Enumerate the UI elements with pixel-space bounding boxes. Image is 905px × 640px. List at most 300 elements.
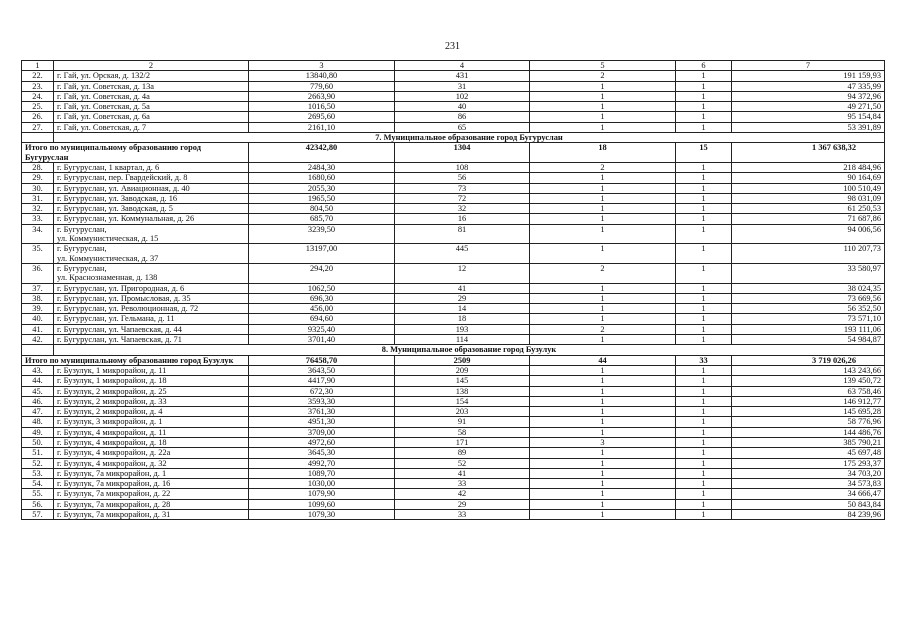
row-cost: 84 239,96: [732, 510, 885, 520]
table-row: [22, 376, 885, 386]
row-number: 30.: [22, 183, 54, 193]
row-address: г. Бугуруслан, ул. Революционная, д. 72: [54, 304, 249, 314]
row-area: 3593,30: [249, 396, 395, 406]
row-number: 55.: [22, 489, 54, 499]
table-row: [22, 458, 885, 468]
row-number: 24.: [22, 91, 54, 101]
table-row: [22, 263, 885, 283]
row-area: 13197,00: [249, 244, 395, 264]
row-col-5: 1: [530, 293, 676, 303]
row-col-6: 1: [676, 365, 732, 375]
row-col-5: 2: [530, 263, 676, 283]
row-area: 2161,10: [249, 122, 395, 132]
total-col-5: 44: [530, 355, 676, 365]
row-cost: 49 271,50: [732, 102, 885, 112]
row-number: 47.: [22, 407, 54, 417]
row-cost: 175 293,37: [732, 458, 885, 468]
table-row: [22, 71, 885, 81]
row-address: г. Бугуруслан, ул. Чапаевская, д. 71: [54, 335, 249, 345]
row-residents: 12: [395, 263, 530, 283]
row-address-line-1: г. Бугуруслан,: [57, 244, 107, 254]
row-area: 3701,40: [249, 335, 395, 345]
row-area: 3239,50: [249, 224, 395, 244]
row-residents: 31: [395, 81, 530, 91]
row-col-5: 1: [530, 314, 676, 324]
row-cost: 98 031,09: [732, 193, 885, 203]
row-area: 1089,70: [249, 468, 395, 478]
row-col-5: 1: [530, 283, 676, 293]
row-area: 696,30: [249, 293, 395, 303]
row-col-6: 1: [676, 81, 732, 91]
row-area: 672,30: [249, 386, 395, 396]
row-address: г. Бузулук, 4 микрорайон, д. 18: [54, 437, 249, 447]
table-row: [22, 173, 885, 183]
row-number: 32.: [22, 204, 54, 214]
row-col-5: 1: [530, 173, 676, 183]
row-residents: 154: [395, 396, 530, 406]
row-number: 34.: [22, 224, 54, 244]
row-residents: 73: [395, 183, 530, 193]
row-residents: 41: [395, 283, 530, 293]
table-row: [22, 304, 885, 314]
row-number: 23.: [22, 81, 54, 91]
row-number: 40.: [22, 314, 54, 324]
row-address: г. Бузулук, 7а микрорайон, д. 28: [54, 499, 249, 509]
row-area: 4417,90: [249, 376, 395, 386]
row-residents: 32: [395, 204, 530, 214]
row-cost: 34 703,20: [732, 468, 885, 478]
row-cost: 63 758,46: [732, 386, 885, 396]
row-address: г. Бугуруслан, ул. Заводская, д. 16: [54, 193, 249, 203]
row-col-6: 1: [676, 283, 732, 293]
row-address-line-2: ул. Коммунистическая, д. 15: [57, 234, 159, 244]
row-col-6: 1: [676, 304, 732, 314]
row-cost: 144 486,76: [732, 427, 885, 437]
row-col-6: 1: [676, 293, 732, 303]
row-area: 1062,50: [249, 283, 395, 293]
row-residents: 65: [395, 122, 530, 132]
register-table-body: [22, 61, 885, 520]
row-cost: 73 669,56: [732, 293, 885, 303]
row-col-6: 1: [676, 427, 732, 437]
row-area: 2695,60: [249, 112, 395, 122]
row-cost: 45 697,48: [732, 448, 885, 458]
row-cost: 94 372,96: [732, 91, 885, 101]
row-residents: 445: [395, 244, 530, 264]
row-address: г. Бузулук, 1 микрорайон, д. 11: [54, 365, 249, 375]
row-area: 456,00: [249, 304, 395, 314]
section-title: 7. Муниципальное образование город Бугуруслан: [54, 133, 885, 143]
row-address: [54, 244, 249, 264]
row-col-5: 1: [530, 244, 676, 264]
row-number: 56.: [22, 499, 54, 509]
row-area: 1079,30: [249, 510, 395, 520]
table-row: [22, 437, 885, 447]
table-row: [22, 417, 885, 427]
row-residents: 193: [395, 324, 530, 334]
row-address-line-2: ул. Коммунистическая, д. 37: [57, 253, 159, 263]
table-row: [22, 510, 885, 520]
row-cost: 47 335,99: [732, 81, 885, 91]
row-address: г. Бузулук, 7а микрорайон, д. 31: [54, 510, 249, 520]
row-residents: 33: [395, 479, 530, 489]
row-col-6: 1: [676, 437, 732, 447]
row-col-6: 1: [676, 183, 732, 193]
row-cost: 61 250,53: [732, 204, 885, 214]
total-cost: 3 719 026,26: [732, 355, 885, 365]
row-number: 43.: [22, 365, 54, 375]
row-residents: 209: [395, 365, 530, 375]
row-area: 2663,90: [249, 91, 395, 101]
row-residents: 14: [395, 304, 530, 314]
row-address: г. Бузулук, 4 микрорайон, д. 22а: [54, 448, 249, 458]
row-cost: 71 687,86: [732, 214, 885, 224]
column-number-3: 3: [249, 61, 395, 71]
row-col-6: 1: [676, 314, 732, 324]
row-address: г. Бузулук, 2 микрорайон, д. 4: [54, 407, 249, 417]
row-cost: 58 776,96: [732, 417, 885, 427]
total-residents: 2509: [395, 355, 530, 365]
row-area: 1030,00: [249, 479, 395, 489]
row-col-5: 1: [530, 224, 676, 244]
row-address: г. Бузулук, 3 микрорайон, д. 1: [54, 417, 249, 427]
section-spacer: [22, 345, 54, 355]
row-col-6: 1: [676, 376, 732, 386]
row-area: 1099,60: [249, 499, 395, 509]
row-col-5: 1: [530, 365, 676, 375]
row-col-6: 1: [676, 335, 732, 345]
section-header-row: [22, 345, 885, 355]
total-col-6: 33: [676, 355, 732, 365]
column-number-header-row: [22, 61, 885, 71]
row-number: 42.: [22, 335, 54, 345]
row-residents: 33: [395, 510, 530, 520]
row-col-6: 1: [676, 112, 732, 122]
row-number: 57.: [22, 510, 54, 520]
row-number: 53.: [22, 468, 54, 478]
row-residents: 203: [395, 407, 530, 417]
row-col-5: 1: [530, 122, 676, 132]
table-row: [22, 224, 885, 244]
row-col-5: 1: [530, 183, 676, 193]
row-residents: 18: [395, 314, 530, 324]
row-number: 46.: [22, 396, 54, 406]
row-number: 29.: [22, 173, 54, 183]
row-cost: 100 510,49: [732, 183, 885, 193]
row-area: 694,60: [249, 314, 395, 324]
row-address: г. Гай, ул. Советская, д. 13а: [54, 81, 249, 91]
row-col-6: 1: [676, 458, 732, 468]
row-col-6: 1: [676, 324, 732, 334]
row-area: 685,70: [249, 214, 395, 224]
row-number: 38.: [22, 293, 54, 303]
row-area: 3645,30: [249, 448, 395, 458]
table-row: [22, 479, 885, 489]
row-residents: 145: [395, 376, 530, 386]
row-cost: 73 571,10: [732, 314, 885, 324]
row-number: 49.: [22, 427, 54, 437]
row-area: 294,20: [249, 263, 395, 283]
section-header-row: [22, 133, 885, 143]
row-cost: 34 666,47: [732, 489, 885, 499]
row-address: г. Бугуруслан, ул. Чапаевская, д. 44: [54, 324, 249, 334]
row-number: 37.: [22, 283, 54, 293]
total-col-5: 18: [530, 143, 676, 163]
row-col-6: 1: [676, 91, 732, 101]
row-address: г. Бугуруслан, 1 квартал, д. 6: [54, 162, 249, 172]
row-number: 25.: [22, 102, 54, 112]
row-number: 26.: [22, 112, 54, 122]
table-row: [22, 91, 885, 101]
row-col-5: 1: [530, 510, 676, 520]
row-address: г. Бузулук, 4 микрорайон, д. 32: [54, 458, 249, 468]
row-col-5: 1: [530, 468, 676, 478]
row-address: г. Бугуруслан, ул. Промысловая, д. 35: [54, 293, 249, 303]
row-address: г. Бугуруслан, ул. Заводская, д. 5: [54, 204, 249, 214]
row-residents: 56: [395, 173, 530, 183]
row-col-5: 1: [530, 396, 676, 406]
column-number-6: 6: [676, 61, 732, 71]
section-spacer: [22, 133, 54, 143]
page-number: 231: [445, 41, 460, 52]
row-cost: 54 984,87: [732, 335, 885, 345]
table-row: [22, 448, 885, 458]
table-row: [22, 324, 885, 334]
row-number: 52.: [22, 458, 54, 468]
row-cost: 110 207,73: [732, 244, 885, 264]
row-cost: 191 159,93: [732, 71, 885, 81]
row-col-6: 1: [676, 193, 732, 203]
row-address: г. Гай, ул. Советская, д. 5а: [54, 102, 249, 112]
table-row: [22, 407, 885, 417]
row-area: 804,50: [249, 204, 395, 214]
row-cost: 53 391,89: [732, 122, 885, 132]
row-col-5: 1: [530, 81, 676, 91]
row-cost: 33 580,97: [732, 263, 885, 283]
total-row: [22, 355, 885, 365]
row-address: г. Бузулук, 1 микрорайон, д. 18: [54, 376, 249, 386]
row-col-6: 1: [676, 224, 732, 244]
row-number: 41.: [22, 324, 54, 334]
row-address: г. Бузулук, 7а микрорайон, д. 16: [54, 479, 249, 489]
row-col-5: 1: [530, 193, 676, 203]
row-address: г. Гай, ул. Советская, д. 4а: [54, 91, 249, 101]
row-cost: 145 695,28: [732, 407, 885, 417]
row-number: 36.: [22, 263, 54, 283]
row-col-6: 1: [676, 71, 732, 81]
table-row: [22, 183, 885, 193]
row-residents: 114: [395, 335, 530, 345]
row-col-6: 1: [676, 162, 732, 172]
row-col-6: 1: [676, 510, 732, 520]
row-cost: 385 790,21: [732, 437, 885, 447]
row-col-6: 1: [676, 204, 732, 214]
table-row: [22, 396, 885, 406]
row-residents: 29: [395, 293, 530, 303]
row-residents: 16: [395, 214, 530, 224]
row-cost: 139 450,72: [732, 376, 885, 386]
row-number: 28.: [22, 162, 54, 172]
row-address: г. Бузулук, 7а микрорайон, д. 22: [54, 489, 249, 499]
row-col-5: 1: [530, 489, 676, 499]
row-area: 3709,00: [249, 427, 395, 437]
row-residents: 42: [395, 489, 530, 499]
table-row: [22, 244, 885, 264]
row-col-5: 1: [530, 479, 676, 489]
table-row: [22, 468, 885, 478]
row-number: 35.: [22, 244, 54, 264]
row-col-6: 1: [676, 499, 732, 509]
row-col-5: 1: [530, 386, 676, 396]
row-col-6: 1: [676, 244, 732, 264]
row-area: 1680,60: [249, 173, 395, 183]
row-col-5: 1: [530, 335, 676, 345]
row-address-line-2: ул. Краснознаменная, д. 138: [57, 273, 158, 283]
total-area: 42342,80: [249, 143, 395, 163]
row-col-5: 1: [530, 427, 676, 437]
row-residents: 91: [395, 417, 530, 427]
row-col-6: 1: [676, 468, 732, 478]
table-row: [22, 314, 885, 324]
row-number: 50.: [22, 437, 54, 447]
row-address: г. Бугуруслан, ул. Коммунальная, д. 26: [54, 214, 249, 224]
table-row: [22, 102, 885, 112]
table-row: [22, 427, 885, 437]
row-col-6: 1: [676, 396, 732, 406]
row-residents: 81: [395, 224, 530, 244]
row-address: [54, 263, 249, 283]
column-number-7: 7: [732, 61, 885, 71]
row-cost: 193 111,06: [732, 324, 885, 334]
row-residents: 138: [395, 386, 530, 396]
total-row: [22, 143, 885, 163]
row-area: 2055,30: [249, 183, 395, 193]
row-col-6: 1: [676, 102, 732, 112]
row-area: 9325,40: [249, 324, 395, 334]
row-number: 45.: [22, 386, 54, 396]
row-col-5: 1: [530, 91, 676, 101]
table-row: [22, 214, 885, 224]
row-address: г. Бузулук, 7а микрорайон, д. 1: [54, 468, 249, 478]
row-cost: 50 843,84: [732, 499, 885, 509]
row-col-5: 1: [530, 407, 676, 417]
row-address: г. Бугуруслан, ул. Гельмана, д. 11: [54, 314, 249, 324]
row-residents: 41: [395, 468, 530, 478]
row-number: 27.: [22, 122, 54, 132]
row-area: 3761,30: [249, 407, 395, 417]
row-address-line-1: г. Бугуруслан,: [57, 224, 107, 234]
table-row: [22, 81, 885, 91]
row-col-5: 1: [530, 102, 676, 112]
row-address-line-1: г. Бугуруслан,: [57, 263, 107, 273]
row-col-6: 1: [676, 173, 732, 183]
row-address: г. Гай, ул. Орская, д. 132/2: [54, 71, 249, 81]
row-col-5: 1: [530, 214, 676, 224]
row-address: [54, 224, 249, 244]
row-col-5: 1: [530, 448, 676, 458]
row-residents: 171: [395, 437, 530, 447]
row-cost: 94 006,56: [732, 224, 885, 244]
row-residents: 72: [395, 193, 530, 203]
row-col-5: 2: [530, 71, 676, 81]
row-number: 54.: [22, 479, 54, 489]
row-area: 4951,30: [249, 417, 395, 427]
total-area: 76458,70: [249, 355, 395, 365]
row-address: г. Бузулук, 4 микрорайон, д. 11: [54, 427, 249, 437]
total-label: Итого по муниципальному образованию город Бугуруслан: [22, 143, 249, 163]
row-area: 2484,30: [249, 162, 395, 172]
row-address: г. Бузулук, 2 микрорайон, д. 25: [54, 386, 249, 396]
row-col-5: 2: [530, 162, 676, 172]
row-address: г. Бугуруслан, пер. Гвардейский, д. 8: [54, 173, 249, 183]
row-cost: 146 912,77: [732, 396, 885, 406]
row-number: 51.: [22, 448, 54, 458]
row-col-5: 1: [530, 304, 676, 314]
section-title: 8. Муниципальное образование город Бузулук: [54, 345, 885, 355]
row-cost: 34 573,83: [732, 479, 885, 489]
table-row: [22, 193, 885, 203]
row-residents: 86: [395, 112, 530, 122]
row-col-5: 2: [530, 324, 676, 334]
table-row: [22, 122, 885, 132]
row-area: 4992,70: [249, 458, 395, 468]
row-col-6: 1: [676, 214, 732, 224]
row-area: 1016,50: [249, 102, 395, 112]
table-row: [22, 386, 885, 396]
row-address: г. Бузулук, 2 микрорайон, д. 33: [54, 396, 249, 406]
column-number-2: 2: [54, 61, 249, 71]
row-col-5: 1: [530, 458, 676, 468]
column-number-1: 1: [22, 61, 54, 71]
table-row: [22, 112, 885, 122]
row-number: 44.: [22, 376, 54, 386]
row-col-5: 1: [530, 204, 676, 214]
row-area: 1079,90: [249, 489, 395, 499]
row-cost: 218 484,96: [732, 162, 885, 172]
row-cost: 90 164,69: [732, 173, 885, 183]
row-cost: 56 352,50: [732, 304, 885, 314]
row-number: 39.: [22, 304, 54, 314]
table-row: [22, 335, 885, 345]
row-cost: 143 243,66: [732, 365, 885, 375]
row-area: 4972,60: [249, 437, 395, 447]
row-col-6: 1: [676, 479, 732, 489]
row-col-6: 1: [676, 263, 732, 283]
column-number-5: 5: [530, 61, 676, 71]
row-col-6: 1: [676, 386, 732, 396]
row-number: 48.: [22, 417, 54, 427]
row-col-6: 1: [676, 448, 732, 458]
row-col-5: 1: [530, 376, 676, 386]
row-col-6: 1: [676, 407, 732, 417]
row-col-6: 1: [676, 489, 732, 499]
table-row: [22, 293, 885, 303]
row-area: 779,60: [249, 81, 395, 91]
row-residents: 58: [395, 427, 530, 437]
total-residents: 1304: [395, 143, 530, 163]
row-address: г. Гай, ул. Советская, д. 6а: [54, 112, 249, 122]
row-address: г. Бугуруслан, ул. Пригородная, д. 6: [54, 283, 249, 293]
row-col-5: 1: [530, 417, 676, 427]
row-address: г. Гай, ул. Советская, д. 7: [54, 122, 249, 132]
row-residents: 431: [395, 71, 530, 81]
row-col-6: 1: [676, 417, 732, 427]
table-row: [22, 162, 885, 172]
row-col-5: 1: [530, 499, 676, 509]
row-residents: 89: [395, 448, 530, 458]
row-address: г. Бугуруслан, ул. Авиационная, д. 40: [54, 183, 249, 193]
row-area: 3643,50: [249, 365, 395, 375]
